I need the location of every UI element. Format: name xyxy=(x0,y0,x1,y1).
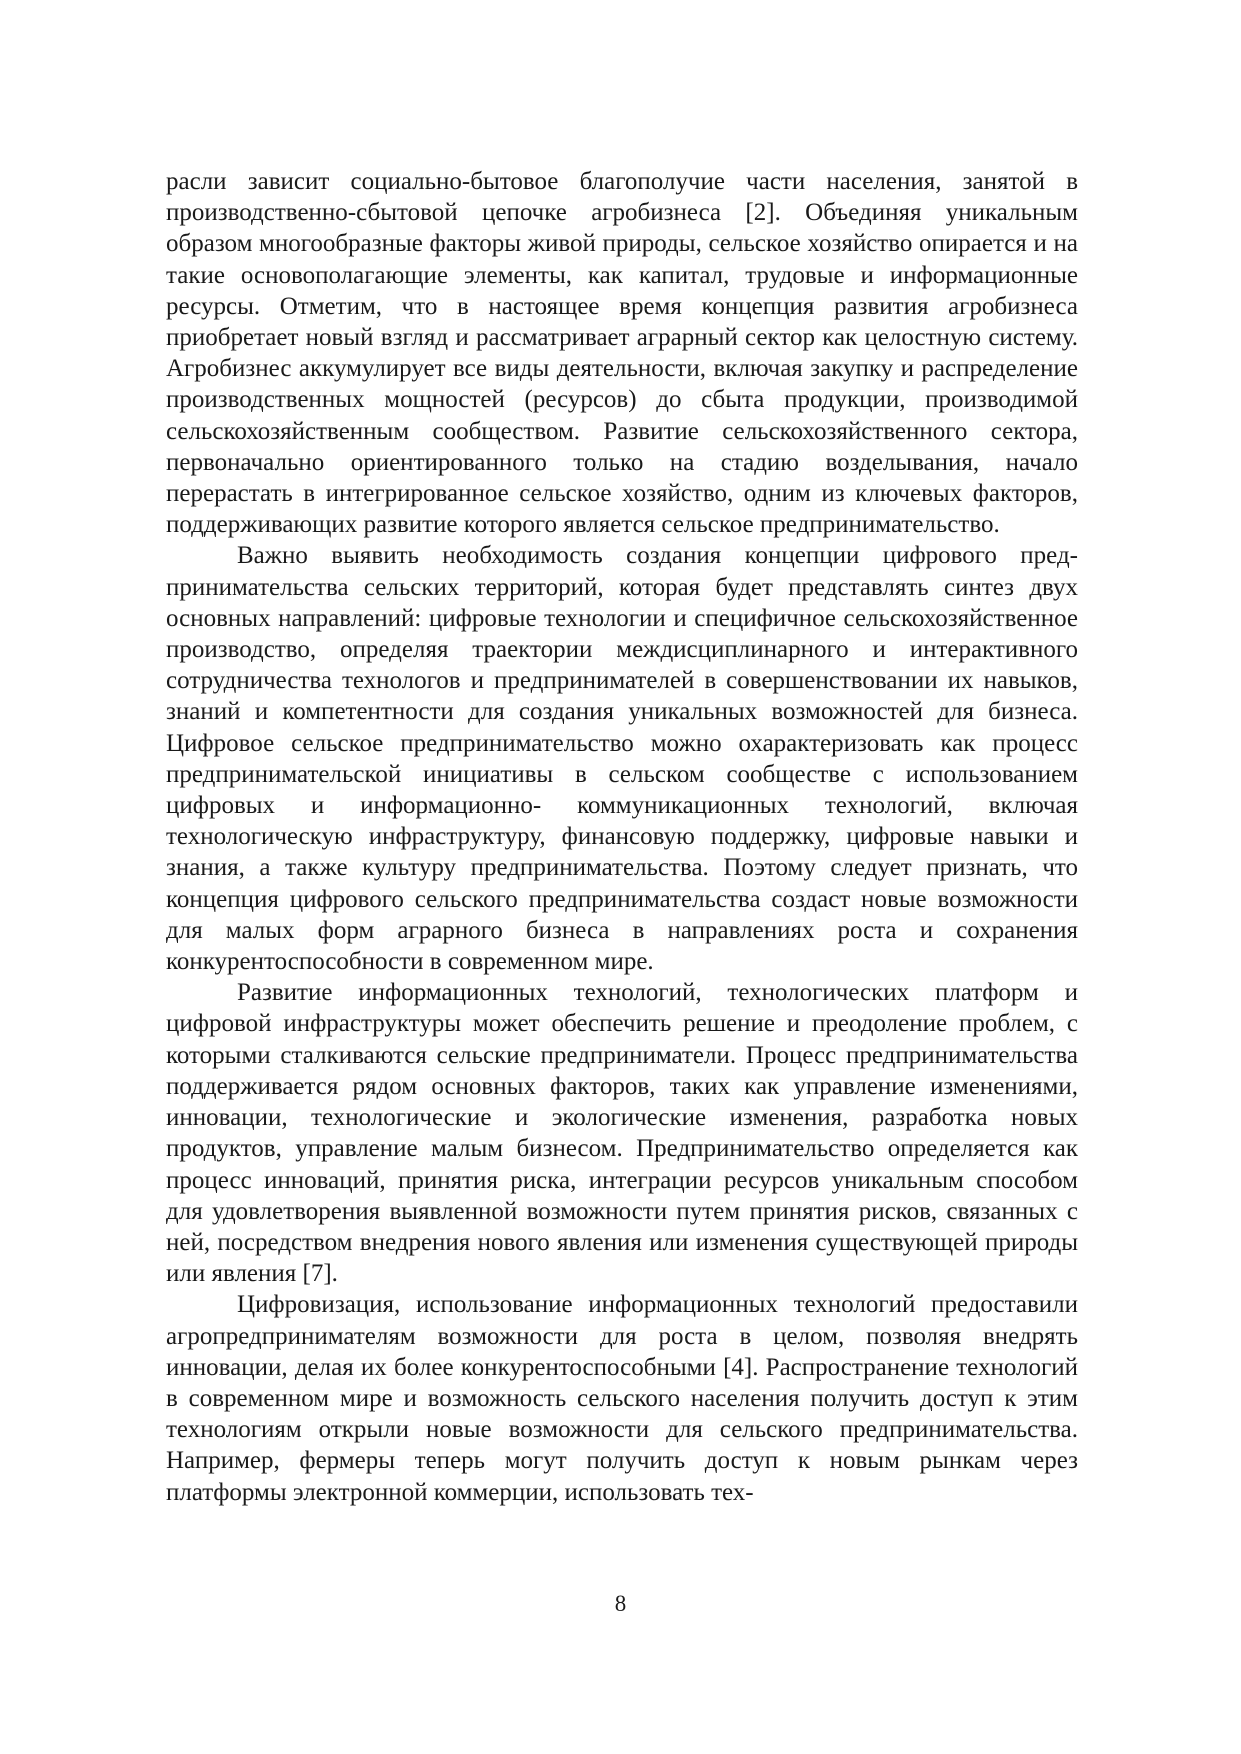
paragraph-digitalization: Цифровизация, использование информационных технологий предоставили агропредпринимателям возможности для роста в целом, позволяя внедрять инновации, делая их более конкурентоспособными [4]. Распространение технологий в современном мире и возможность сельского населения получить доступ к этим технологиям открыли новые возможности для сельского предпринимательства. Например, фермеры теперь могут получить доступ к новым рынкам через платформы электронной коммерции, использовать тех- xyxy=(166,1291,1078,1506)
page-number: 8 xyxy=(614,1591,627,1616)
paragraph-digital-entrepreneurship: Важно выявить необходимость создания концепции цифрового предпринимательства сельских территорий, которая будет представлять синтез двух основных направлений: цифровые технологии и специфичное сельскохозяйственное производство, определяя траектории междисциплинарного и интерактивного сотрудничества технологов и предпринимателей в совершенствовании их навыков, знаний и компетентности для создания уникальных возможностей для бизнеса. Цифровое сельское предпринимательство можно охарактеризовать как процесс предпринимательской инициативы в сельском сообществе с использованием цифровых и информационно- коммуникационных технологий, включая технологическую инфраструктуру, финансовую поддержку, цифровые навыки и знания, а также культуру предпринимательства. Поэтому следует признать, что концепция цифрового сельского предпринимательства создаст новые возможности для малых форм аграрного бизнеса в направлениях роста и сохранения конкурентоспособности в современном мире. xyxy=(166,542,1078,976)
paragraph-it-development: Развитие информационных технологий, технологических платформ и цифровой инфраструктуры может обеспечить решение и преодоление проблем, с которыми сталкиваются сельские предприниматели. Процесс предпринимательства поддерживается рядом основных факторов, таких как управление изменениями, инновации, технологические и экологические изменения, разработка новых продуктов, управление малым бизнесом. Предпринимательство определяется как процесс инноваций, принятия риска, интеграции ресурсов уникальным способом для удовлетворения выявленной возможности путем принятия рисков, связанных с ней, посредством внедрения нового явления или изменения существующей природы или явления [7]. xyxy=(166,979,1078,1288)
paragraph-continuation: расли зависит социально-бытовое благополучие части населения, занятой в производственно-сбытовой цепочке агробизнеса [2]. Объединяя уникальным образом многообразные факторы живой природы, сельское хозяйство опирается и на такие основополагающие элементы, как капитал, трудовые и информационные ресурсы. Отметим, что в настоящее время концепция развития агробизнеса приобретает новый взгляд и рассматривает аграрный сектор как целостную систему. Агробизнес аккумулирует все виды деятельности, включая закупку и распределение производственных мощностей (ресурсов) до сбыта продукции, производимой сельскохозяйственным сообществом. Развитие сельскохозяйственного сектора, первоначально ориентированного только на стадию возделывания, начало перерастать в интегрированное сельское хозяйство, одним из ключевых факторов, поддерживающих развитие которого является сельское предпринимательство. xyxy=(166,168,1078,539)
body-text xyxy=(166,166,1078,1508)
